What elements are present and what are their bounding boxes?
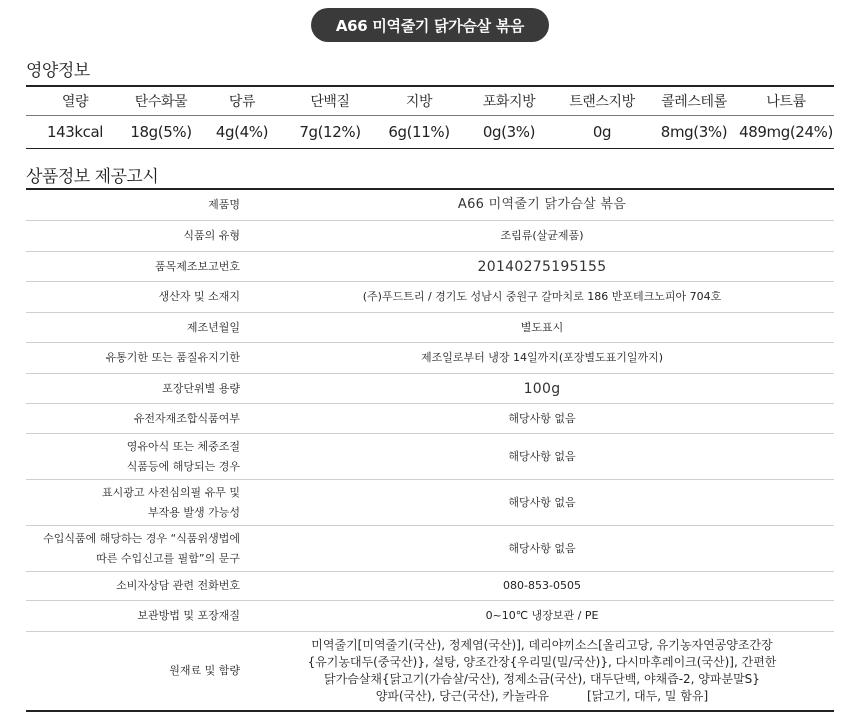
info-value: 조림류(살균제품) [500, 229, 584, 242]
info-label-line: 수입식품에 해당하는 경우 “식품위생법에 [43, 531, 240, 545]
nutrition-value-fat: 6g(11%) [388, 123, 450, 141]
info-row-package-volume [26, 374, 834, 404]
info-row-expiry [26, 343, 834, 374]
info-label: 제조년월일 [186, 320, 240, 334]
info-label-line: 식품등에 해당되는 경우 [126, 459, 240, 473]
nutrition-value-calories: 143kcal [46, 123, 104, 141]
nutrition-header-protein: 단백질 [310, 94, 350, 110]
info-row-food-type [26, 221, 834, 252]
nutrition-header-calories: 열량 [61, 94, 89, 110]
info-row-producer [26, 282, 834, 313]
nutrition-heading: 영양정보 [26, 61, 90, 81]
info-row-phone [26, 572, 834, 601]
info-label: 품목제조보고번호 [154, 259, 240, 273]
nutrition-header-cholesterol: 콜레스테롤 [661, 94, 727, 110]
nutrition-value-row [26, 116, 834, 148]
info-row-report-number [26, 252, 834, 282]
info-label [26, 434, 250, 479]
info-value: 080-853-0505 [503, 579, 581, 592]
info-row-import [26, 526, 834, 572]
info-row-manufacture-date [26, 313, 834, 343]
nutrition-value-trans-fat: 0g [592, 123, 612, 141]
info-value: (주)푸드트리 / 경기도 성남시 중원구 갈마치로 186 반포테크노피아 704호 [362, 290, 722, 303]
info-label: 유통기한 또는 품질유지기한 [105, 351, 240, 364]
info-label-line: 영유아식 또는 체중조절 [126, 439, 240, 453]
product-info-table [26, 188, 834, 712]
nutrition-value-protein: 7g(12%) [299, 123, 361, 141]
nutrition-value-saturated-fat: 0g(3%) [482, 123, 536, 141]
info-value: 별도표시 [520, 320, 564, 334]
info-label [26, 480, 250, 525]
info-label: 유전자재조합식품여부 [133, 411, 240, 425]
info-value: 해당사항 없음 [508, 411, 576, 425]
info-label: 소비자상담 관련 전화번호 [116, 579, 240, 592]
ingredients-line: 양파(국산), 당근(국산), 카놀라유 [닭고기, 대두, 밀 함유] [375, 689, 709, 703]
nutrition-header-sodium: 나트륨 [766, 94, 806, 110]
nutrition-value-sodium: 489mg(24%) [739, 123, 833, 141]
info-label: 보관방법 및 포장재질 [137, 609, 240, 622]
info-label-line: 따른 수입신고를 필함”의 문구 [96, 551, 240, 565]
info-label-line: 부작용 발생 가능성 [147, 505, 240, 519]
info-row-gmo [26, 404, 834, 434]
info-row-storage [26, 601, 834, 632]
info-value [250, 632, 834, 710]
product-info-heading: 상품정보 제공고시 [26, 167, 159, 187]
nutrition-value-sugars: 4g(4%) [215, 123, 269, 141]
ingredients-line: {유기농대두(중국산)}, 설탕, 양조간장{우리밀(밀/국산)}, 다시마후레이크(국산)], 간편한 [307, 655, 777, 669]
info-row-ad-review [26, 480, 834, 526]
info-row-product-name [26, 190, 834, 221]
info-label: 제품명 [208, 198, 240, 211]
info-value: 100g [523, 380, 561, 397]
nutrition-table [26, 85, 834, 149]
nutrition-header-trans-fat: 트랜스지방 [569, 94, 635, 110]
product-title-badge [311, 8, 549, 42]
info-row-ingredients [26, 632, 834, 710]
nutrition-value-carbs: 18g(5%) [130, 123, 192, 141]
info-label: 식품의 유형 [183, 229, 240, 242]
info-value: 20140275195155 [477, 258, 607, 275]
info-label: 생산자 및 소재지 [158, 290, 240, 303]
info-value: 해당사항 없음 [508, 449, 576, 463]
info-value: 0~10℃ 냉장보관 / PE [485, 609, 599, 622]
product-title: A66 미역줄기 닭가슴살 볶음 [335, 16, 525, 35]
info-label [26, 526, 250, 571]
nutrition-header-carbs: 탄수화물 [134, 94, 188, 110]
info-label: 원재료 및 함량 [169, 664, 240, 677]
info-label: 포장단위별 용량 [162, 381, 240, 395]
info-value: 해당사항 없음 [508, 495, 576, 509]
nutrition-header-row [26, 87, 834, 116]
nutrition-header-saturated-fat: 포화지방 [482, 94, 536, 110]
info-label-line: 표시광고 사전심의필 유무 및 [101, 485, 240, 499]
ingredients-line: 미역줄기[미역줄기(국산), 정제염(국산)], 데리야끼소스[올리고당, 유기농자연공양조간장 [311, 638, 773, 652]
info-row-infant-diet [26, 434, 834, 480]
ingredients-line: 닭가슴살채{닭고기(가슴살/국산), 정제소금(국산), 대두단백, 야채즙-2, 양파분말S} [324, 672, 760, 686]
info-value: 해당사항 없음 [508, 541, 576, 555]
nutrition-header-sugars: 당류 [228, 94, 256, 110]
info-value: 제조일로부터 냉장 14일까지(포장별도표기일까지) [420, 351, 664, 364]
info-value: A66 미역줄기 닭가슴살 볶음 [457, 197, 627, 212]
nutrition-header-fat: 지방 [405, 94, 433, 110]
nutrition-value-cholesterol: 8mg(3%) [660, 123, 728, 141]
